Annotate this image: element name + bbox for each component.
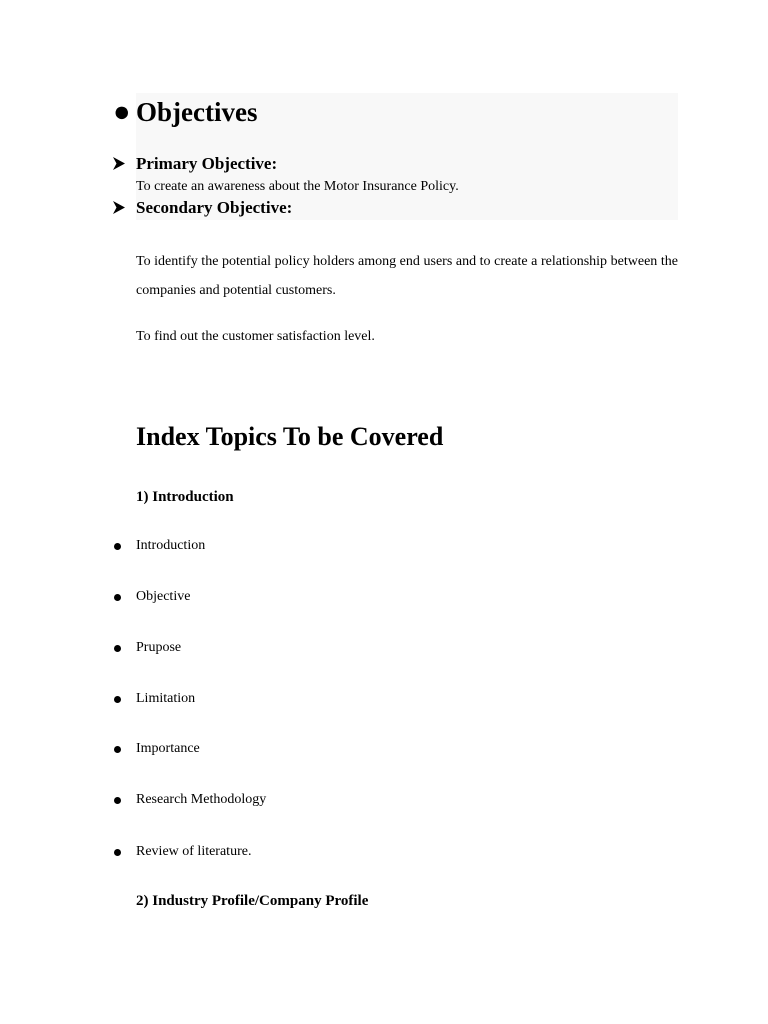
list-bullet-icon xyxy=(114,543,121,550)
objectives-heading: Objectives xyxy=(136,97,258,127)
secondary-objective-paragraph: To identify the potential policy holders among end users and to create a relationship between the companies and potential customers. xyxy=(136,254,678,298)
list-bullet-icon xyxy=(114,645,121,652)
list-item: Review of literature. xyxy=(136,844,252,859)
index-heading: Index Topics To be Covered xyxy=(136,422,444,451)
primary-objective-label: Primary Objective: xyxy=(136,154,278,173)
list-item: Limitation xyxy=(136,691,196,706)
list-bullet-icon xyxy=(114,849,121,856)
list-item: Prupose xyxy=(136,640,182,655)
section-title: 1) Introduction xyxy=(136,489,234,505)
list-item: Introduction xyxy=(136,538,206,553)
arrowhead-bullet-icon xyxy=(112,156,126,171)
list-item: Importance xyxy=(136,741,200,756)
secondary-objective-label: Secondary Objective: xyxy=(136,198,293,217)
arrowhead-bullet-icon xyxy=(112,200,126,215)
list-item: Research Methodology xyxy=(136,792,267,807)
secondary-objective-paragraph: To find out the customer satisfaction level. xyxy=(136,329,375,344)
list-bullet-icon xyxy=(114,746,121,753)
list-bullet-icon xyxy=(114,696,121,703)
heading-bullet-icon: ● xyxy=(113,96,131,128)
primary-objective-text: To create an awareness about the Motor Insurance Policy. xyxy=(136,179,459,194)
list-bullet-icon xyxy=(114,594,121,601)
list-item: Objective xyxy=(136,589,191,604)
section-title: 2) Industry Profile/Company Profile xyxy=(136,893,369,909)
list-bullet-icon xyxy=(114,797,121,804)
